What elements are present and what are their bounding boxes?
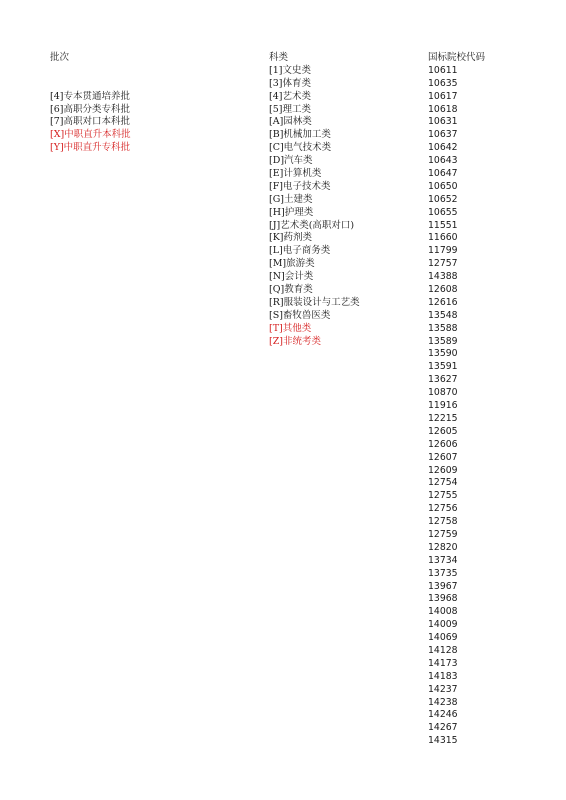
code-item: 10870 bbox=[428, 387, 458, 399]
subject-item: [T]其他类 bbox=[269, 322, 312, 334]
code-item: 12606 bbox=[428, 438, 458, 450]
subject-list bbox=[269, 65, 360, 349]
subject-item: [S]畜牧兽医类 bbox=[269, 309, 331, 321]
subject-item: [G]土建类 bbox=[269, 193, 313, 205]
subject-item: [H]护理类 bbox=[269, 206, 314, 218]
code-item: 14246 bbox=[428, 709, 458, 721]
code-item: 14183 bbox=[428, 670, 458, 682]
code-item: 12757 bbox=[428, 258, 458, 270]
code-item: 10652 bbox=[428, 193, 458, 205]
batch-column bbox=[50, 52, 131, 155]
code-item: 10650 bbox=[428, 180, 458, 192]
code-item: 14128 bbox=[428, 644, 458, 656]
code-item: 10637 bbox=[428, 129, 458, 141]
subject-item: [5]理工类 bbox=[269, 103, 311, 115]
subject-column bbox=[269, 52, 360, 348]
batch-list bbox=[50, 91, 131, 155]
subject-item: [L]电子商务类 bbox=[269, 245, 331, 257]
code-item: 12758 bbox=[428, 516, 458, 528]
batch-item: [7]高职对口本科批 bbox=[50, 116, 130, 128]
subject-item: [Q]教育类 bbox=[269, 284, 313, 296]
code-item: 14388 bbox=[428, 271, 458, 283]
code-item: 12215 bbox=[428, 412, 458, 424]
code-item: 12759 bbox=[428, 528, 458, 540]
code-item: 14173 bbox=[428, 657, 458, 669]
subject-item: [A]园林类 bbox=[269, 116, 312, 128]
code-item: 14315 bbox=[428, 735, 458, 747]
subject-item: [4]艺术类 bbox=[269, 90, 311, 102]
code-item: 11916 bbox=[428, 400, 458, 412]
subject-item: [F]电子技术类 bbox=[269, 180, 331, 192]
code-item: 13591 bbox=[428, 361, 458, 373]
code-item: 13548 bbox=[428, 309, 458, 321]
subject-item: [D]汽车类 bbox=[269, 155, 313, 167]
code-column bbox=[428, 52, 485, 748]
code-item: 10643 bbox=[428, 155, 458, 167]
code-item: 14009 bbox=[428, 619, 458, 631]
code-item: 10655 bbox=[428, 206, 458, 218]
code-item: 12820 bbox=[428, 541, 458, 553]
code-item: 11551 bbox=[428, 219, 458, 231]
code-header: 国标院校代码 bbox=[428, 52, 486, 63]
subject-item: [Z]非统考类 bbox=[269, 335, 322, 347]
code-item: 10611 bbox=[428, 64, 458, 76]
subject-item: [1]文史类 bbox=[269, 64, 311, 76]
code-item: 13967 bbox=[428, 580, 458, 592]
subject-item: [C]电气技术类 bbox=[269, 142, 332, 154]
batch-item: [4]专本贯通培养批 bbox=[50, 90, 130, 102]
code-item: 12616 bbox=[428, 296, 458, 308]
code-item: 11660 bbox=[428, 232, 458, 244]
code-item: 14267 bbox=[428, 722, 458, 734]
code-item: 12608 bbox=[428, 284, 458, 296]
code-list bbox=[428, 65, 485, 748]
subject-item: [N]会计类 bbox=[269, 271, 314, 283]
code-item: 13735 bbox=[428, 567, 458, 579]
code-item: 13588 bbox=[428, 322, 458, 334]
subject-item: [K]药剂类 bbox=[269, 232, 313, 244]
code-item: 12607 bbox=[428, 451, 458, 463]
batch-spacer bbox=[50, 65, 131, 91]
code-item: 10631 bbox=[428, 116, 458, 128]
code-item: 11799 bbox=[428, 245, 458, 257]
code-item: 10635 bbox=[428, 77, 458, 89]
code-item: 14238 bbox=[428, 696, 458, 708]
subject-item: [J]艺术类(高职对口) bbox=[269, 219, 355, 231]
code-item: 12605 bbox=[428, 425, 458, 437]
batch-item: [6]高职分类专科批 bbox=[50, 103, 130, 115]
batch-item: [X]中职直升本科批 bbox=[50, 129, 131, 141]
subject-item: [M]旅游类 bbox=[269, 258, 315, 270]
code-item: 12609 bbox=[428, 464, 458, 476]
code-item: 13968 bbox=[428, 593, 458, 605]
code-item: 13734 bbox=[428, 554, 458, 566]
subject-item: [E]计算机类 bbox=[269, 168, 322, 180]
subject-header: 科类 bbox=[269, 52, 289, 63]
code-item: 12754 bbox=[428, 477, 458, 489]
subject-item: [B]机械加工类 bbox=[269, 129, 331, 141]
code-item: 13590 bbox=[428, 348, 458, 360]
code-item: 10617 bbox=[428, 90, 458, 102]
batch-header: 批次 bbox=[50, 52, 70, 63]
code-item: 13627 bbox=[428, 374, 458, 386]
batch-item: [Y]中职直升专科批 bbox=[50, 142, 131, 154]
subject-item: [R]服装设计与工艺类 bbox=[269, 296, 360, 308]
code-item: 12756 bbox=[428, 503, 458, 515]
code-item: 13589 bbox=[428, 335, 458, 347]
code-item: 14237 bbox=[428, 683, 458, 695]
code-item: 10647 bbox=[428, 168, 458, 180]
code-item: 14008 bbox=[428, 606, 458, 618]
subject-item: [3]体育类 bbox=[269, 77, 311, 89]
code-item: 10642 bbox=[428, 142, 458, 154]
code-item: 12755 bbox=[428, 490, 458, 502]
code-item: 10618 bbox=[428, 103, 458, 115]
code-item: 14069 bbox=[428, 632, 458, 644]
